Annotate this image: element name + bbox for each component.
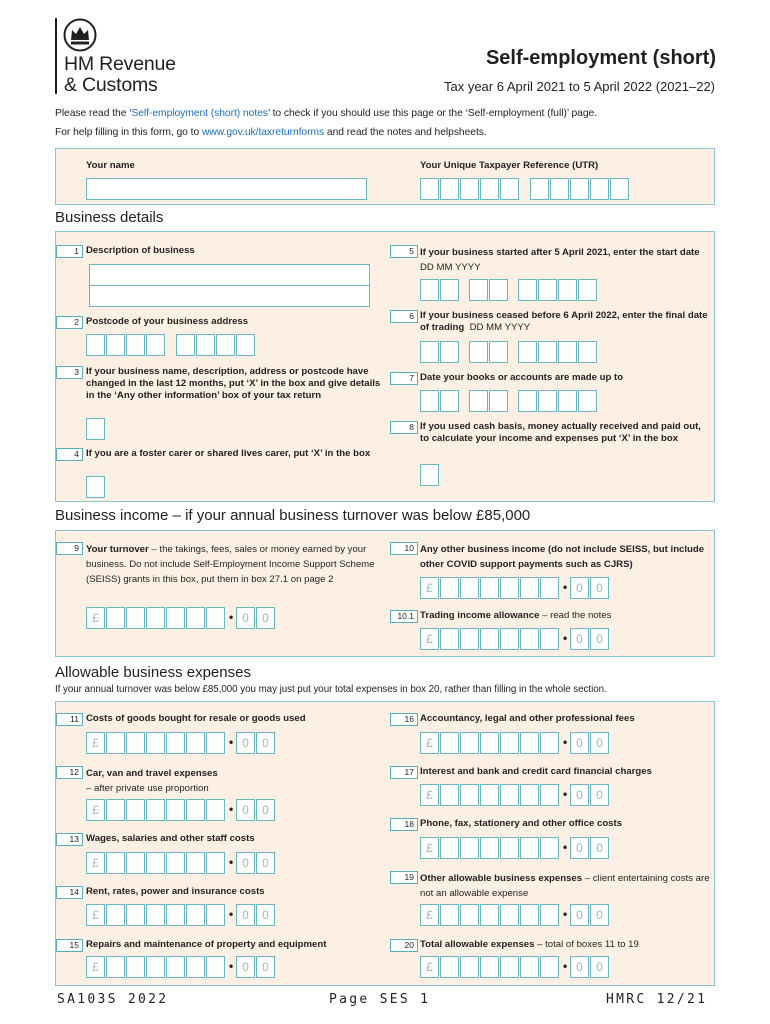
- utr-digit[interactable]: [590, 178, 609, 200]
- amount-digit[interactable]: [146, 799, 165, 821]
- pence-digit[interactable]: 0: [570, 628, 589, 650]
- pence-digit[interactable]: 0: [236, 607, 255, 629]
- decimal-point: •: [229, 907, 234, 921]
- utr-digit[interactable]: [610, 178, 629, 200]
- date-digit[interactable]: [440, 341, 459, 363]
- amount-digit[interactable]: [126, 904, 145, 926]
- amount-digit[interactable]: [146, 607, 165, 629]
- box-9-description: – the takings, fees, sales or money earned by your business. Do not include Self-Employment Income Support Scheme (SEISS) grants in this box, put them in box 27.1 on page 2: [86, 544, 375, 585]
- box-number: 4: [56, 448, 83, 461]
- amount-digit[interactable]: [520, 577, 539, 599]
- amount-digit[interactable]: [440, 956, 459, 978]
- decimal-point: •: [229, 735, 234, 749]
- intro-text: and read the notes and helpsheets.: [324, 127, 487, 138]
- page-number: Page SES 1: [329, 992, 431, 1007]
- date-digit[interactable]: [469, 390, 488, 412]
- intro-line-1: [55, 108, 597, 119]
- box-18-label: Phone, fax, stationery and other office costs: [420, 818, 623, 829]
- amount-digit[interactable]: [146, 732, 165, 754]
- date-digit[interactable]: [578, 341, 597, 363]
- amount-digit[interactable]: [520, 837, 539, 859]
- amount-digit[interactable]: [540, 837, 559, 859]
- amount-digit[interactable]: [540, 732, 559, 754]
- utr-digit[interactable]: [530, 178, 549, 200]
- box-number: 10: [390, 542, 418, 555]
- amount-digit[interactable]: [126, 956, 145, 978]
- date-digit[interactable]: [558, 390, 577, 412]
- box-3-label: If your business name, description, address or postcode have changed in the last 12 months, put ‘X’ in the box and give details in the ‘Any other information’ box of your tax return: [86, 366, 381, 401]
- pence-digit[interactable]: 0: [236, 956, 255, 978]
- business-description-line-2[interactable]: [89, 285, 370, 307]
- utr-digit[interactable]: [500, 178, 519, 200]
- utr-digit[interactable]: [420, 178, 439, 200]
- business-income-panel: [55, 530, 715, 657]
- box-17-label: Interest and bank and credit card financial charges: [420, 766, 652, 777]
- pence-digit[interactable]: 0: [236, 852, 255, 874]
- date-digit[interactable]: [538, 390, 557, 412]
- amount-digit[interactable]: [106, 607, 125, 629]
- date-digit[interactable]: [469, 341, 488, 363]
- postcode-char[interactable]: [126, 334, 145, 356]
- amount-digit[interactable]: [500, 628, 519, 650]
- box-number: 10.1: [390, 610, 418, 623]
- tax-year-subtitle: Tax year 6 April 2021 to 5 April 2022 (2021–22): [443, 79, 715, 94]
- pence-digit[interactable]: 0: [590, 956, 609, 978]
- postcode-char[interactable]: [236, 334, 255, 356]
- box-11-label: Costs of goods bought for resale or goods used: [86, 713, 306, 724]
- box-number: 5: [390, 245, 418, 258]
- decimal-point: •: [563, 959, 568, 973]
- box-5-label: [420, 245, 710, 275]
- amount-digit[interactable]: [540, 628, 559, 650]
- logo-bar: [55, 18, 57, 94]
- amount-digit[interactable]: [166, 852, 185, 874]
- pence-digit[interactable]: 0: [570, 732, 589, 754]
- postcode-char[interactable]: [216, 334, 235, 356]
- amount-digit[interactable]: [106, 799, 125, 821]
- currency-symbol[interactable]: £: [420, 837, 439, 859]
- pence-digit[interactable]: 0: [570, 784, 589, 806]
- date-digit[interactable]: [558, 341, 577, 363]
- crown-crest-icon: [63, 18, 97, 52]
- decimal-point: •: [229, 610, 234, 624]
- date-format-hint: DD MM YYYY: [469, 322, 531, 333]
- box-4-label: If you are a foster carer or shared lives carer, put ‘X’ in the box: [86, 448, 371, 459]
- box-20-title: Total allowable expenses: [420, 939, 535, 950]
- box-19-title: Other allowable business expenses: [420, 873, 583, 884]
- amount-digit[interactable]: [146, 904, 165, 926]
- box-number: 18: [390, 818, 418, 831]
- pence-digit[interactable]: 0: [570, 837, 589, 859]
- gov-uk-link[interactable]: www.gov.uk/taxreturnforms: [201, 127, 325, 138]
- amount-digit[interactable]: [480, 904, 499, 926]
- amount-digit[interactable]: [206, 904, 225, 926]
- date-digit[interactable]: [518, 390, 537, 412]
- box-5-text: If your business started after 5 April 2021, enter the start date: [420, 247, 700, 258]
- date-digit[interactable]: [578, 279, 597, 301]
- box-number: 14: [56, 886, 83, 899]
- pence-digit[interactable]: 0: [590, 732, 609, 754]
- amount-digit[interactable]: [206, 956, 225, 978]
- date-digit[interactable]: [558, 279, 577, 301]
- utr-digit[interactable]: [460, 178, 479, 200]
- amount-digit[interactable]: [540, 784, 559, 806]
- currency-symbol[interactable]: £: [420, 784, 439, 806]
- decimal-point: •: [563, 631, 568, 645]
- pence-digit[interactable]: 0: [570, 904, 589, 926]
- amount-digit[interactable]: [126, 799, 145, 821]
- amount-digit[interactable]: [520, 628, 539, 650]
- currency-symbol[interactable]: £: [86, 852, 105, 874]
- amount-digit[interactable]: [500, 904, 519, 926]
- box-2-label: Postcode of your business address: [86, 316, 249, 327]
- box-number: 13: [56, 833, 83, 846]
- intro-line-2: [55, 127, 487, 138]
- amount-digit[interactable]: [440, 577, 459, 599]
- currency-symbol[interactable]: £: [86, 956, 105, 978]
- form-code: SA103S 2022: [57, 992, 169, 1007]
- amount-digit[interactable]: [500, 837, 519, 859]
- date-digit[interactable]: [518, 279, 537, 301]
- box-13-label: Wages, salaries and other staff costs: [86, 833, 255, 844]
- amount-digit[interactable]: [206, 732, 225, 754]
- decimal-point: •: [563, 580, 568, 594]
- amount-digit[interactable]: [206, 607, 225, 629]
- amount-digit[interactable]: [460, 732, 479, 754]
- amount-digit[interactable]: [106, 732, 125, 754]
- pence-digit[interactable]: 0: [590, 628, 609, 650]
- amount-digit[interactable]: [166, 904, 185, 926]
- amount-digit[interactable]: [520, 732, 539, 754]
- amount-digit[interactable]: [126, 607, 145, 629]
- date-digit[interactable]: [538, 279, 557, 301]
- postcode-char[interactable]: [146, 334, 165, 356]
- name-label: Your name: [86, 160, 135, 171]
- box-19-label: [420, 871, 715, 901]
- decimal-point: •: [563, 840, 568, 854]
- date-digit[interactable]: [440, 279, 459, 301]
- amount-digit[interactable]: [520, 956, 539, 978]
- amount-digit[interactable]: [166, 956, 185, 978]
- box-number: 3: [56, 366, 83, 379]
- amount-digit[interactable]: [500, 732, 519, 754]
- postcode-char[interactable]: [86, 334, 105, 356]
- amount-digit[interactable]: [126, 732, 145, 754]
- postcode-char[interactable]: [106, 334, 125, 356]
- box-12-label: [86, 766, 376, 796]
- utr-digit[interactable]: [480, 178, 499, 200]
- pence-digit[interactable]: 0: [256, 799, 275, 821]
- box-10-1-title: Trading income allowance: [420, 610, 540, 621]
- postcode-char[interactable]: [196, 334, 215, 356]
- box-15-label: Repairs and maintenance of property and equipment: [86, 939, 327, 950]
- pence-digit[interactable]: 0: [236, 799, 255, 821]
- pence-digit[interactable]: 0: [590, 837, 609, 859]
- business-description-line-1[interactable]: [89, 264, 370, 286]
- utr-label: Your Unique Taxpayer Reference (UTR): [420, 160, 599, 171]
- amount-digit[interactable]: [186, 904, 205, 926]
- notes-link[interactable]: Self-employment (short) notes: [131, 108, 268, 119]
- box-6-label: [420, 310, 715, 334]
- foster-carer-checkbox[interactable]: [86, 476, 105, 498]
- decimal-point: •: [563, 735, 568, 749]
- box-14-label: Rent, rates, power and insurance costs: [86, 886, 265, 897]
- amount-digit[interactable]: [480, 732, 499, 754]
- amount-digit[interactable]: [460, 784, 479, 806]
- currency-symbol[interactable]: £: [420, 732, 439, 754]
- box-19-description: – client entertaining costs are not an allowable expense: [420, 873, 710, 899]
- currency-symbol[interactable]: £: [86, 799, 105, 821]
- amount-digit[interactable]: [540, 904, 559, 926]
- pence-digit[interactable]: 0: [256, 852, 275, 874]
- box-20-description: – total of boxes 11 to 19: [534, 939, 639, 950]
- amount-digit[interactable]: [166, 799, 185, 821]
- box-number: 8: [390, 421, 418, 434]
- currency-symbol[interactable]: £: [86, 607, 105, 629]
- pence-digit[interactable]: 0: [570, 577, 589, 599]
- box-8-label: If you used cash basis, money actually received and paid out, to calculate your income and expenses put ‘X’ in the box: [420, 421, 701, 444]
- hmrc-logo-text: [64, 54, 176, 96]
- box-number: 17: [390, 766, 418, 779]
- decimal-point: •: [229, 855, 234, 869]
- date-digit[interactable]: [489, 390, 508, 412]
- amount-digit[interactable]: [166, 607, 185, 629]
- date-digit[interactable]: [489, 341, 508, 363]
- decimal-point: •: [563, 907, 568, 921]
- box-16-label: Accountancy, legal and other professional fees: [420, 713, 635, 724]
- amount-digit[interactable]: [440, 837, 459, 859]
- utr-digit[interactable]: [550, 178, 569, 200]
- intro-text: Please read the ‘: [55, 108, 132, 119]
- amount-digit[interactable]: [460, 577, 479, 599]
- business-details-heading: Business details: [55, 209, 164, 226]
- utr-digit[interactable]: [440, 178, 459, 200]
- currency-symbol[interactable]: £: [420, 577, 439, 599]
- currency-symbol[interactable]: £: [420, 956, 439, 978]
- box-10-1-description: – read the notes: [539, 610, 612, 621]
- amount-digit[interactable]: [540, 956, 559, 978]
- currency-symbol[interactable]: £: [420, 628, 439, 650]
- amount-digit[interactable]: [480, 577, 499, 599]
- box-number: 9: [56, 542, 83, 555]
- date-digit[interactable]: [489, 279, 508, 301]
- amount-digit[interactable]: [186, 799, 205, 821]
- date-digit[interactable]: [518, 341, 537, 363]
- amount-digit[interactable]: [520, 784, 539, 806]
- intro-text: ’ to check if you should use this page or the ‘Self-employment (full)’ page.: [267, 108, 598, 119]
- box-number: 15: [56, 939, 83, 952]
- amount-digit[interactable]: [106, 956, 125, 978]
- amount-digit[interactable]: [186, 956, 205, 978]
- amount-digit[interactable]: [480, 956, 499, 978]
- amount-digit[interactable]: [460, 628, 479, 650]
- name-input[interactable]: [86, 178, 367, 200]
- amount-digit[interactable]: [460, 837, 479, 859]
- box-9-title: Your turnover: [86, 544, 149, 555]
- business-income-heading: Business income – if your annual business turnover was below £85,000: [55, 507, 531, 524]
- business-details-panel: [55, 231, 715, 502]
- amount-digit[interactable]: [540, 577, 559, 599]
- box-12-description: – after private use proportion: [86, 783, 209, 794]
- box-20-label: [420, 939, 710, 951]
- expenses-note: If your annual turnover was below £85,000 you may just put your total expenses in box 20, rather than filling in the whole section.: [55, 684, 607, 695]
- cash-basis-checkbox[interactable]: [420, 464, 439, 486]
- postcode-char[interactable]: [176, 334, 195, 356]
- date-digit[interactable]: [420, 390, 439, 412]
- box-10-1-label: [420, 610, 710, 622]
- expenses-panel: [55, 701, 715, 986]
- personal-details-panel: [55, 148, 715, 205]
- date-digit[interactable]: [578, 390, 597, 412]
- amount-digit[interactable]: [440, 784, 459, 806]
- brand-line-2: & Customs: [64, 74, 158, 96]
- box-number: 19: [390, 871, 418, 884]
- amount-digit[interactable]: [460, 956, 479, 978]
- box-number: 11: [56, 713, 83, 726]
- amount-digit[interactable]: [500, 956, 519, 978]
- utr-digit[interactable]: [570, 178, 589, 200]
- box-number: 12: [56, 766, 83, 779]
- details-changed-checkbox[interactable]: [86, 418, 105, 440]
- pence-digit[interactable]: 0: [590, 784, 609, 806]
- pence-digit[interactable]: 0: [590, 904, 609, 926]
- box-number: 20: [390, 939, 418, 952]
- hmrc-version: HMRC 12/21: [606, 992, 708, 1007]
- box-9-label: [86, 542, 376, 587]
- amount-digit[interactable]: [186, 732, 205, 754]
- box-number: 2: [56, 316, 83, 329]
- amount-digit[interactable]: [500, 577, 519, 599]
- box-number: 16: [390, 713, 418, 726]
- amount-digit[interactable]: [480, 628, 499, 650]
- box-6-text: If your business ceased before 6 April 2022, enter the final date of trading: [420, 310, 708, 333]
- decimal-point: •: [229, 802, 234, 816]
- currency-symbol[interactable]: £: [86, 732, 105, 754]
- amount-digit[interactable]: [440, 628, 459, 650]
- pence-digit[interactable]: 0: [236, 732, 255, 754]
- date-digit[interactable]: [469, 279, 488, 301]
- box-number: 6: [390, 310, 418, 323]
- amount-digit[interactable]: [206, 799, 225, 821]
- box-number: 7: [390, 372, 418, 385]
- amount-digit[interactable]: [186, 852, 205, 874]
- brand-line-1: HM Revenue: [64, 53, 176, 75]
- pence-digit[interactable]: 0: [256, 956, 275, 978]
- box-1-label: Description of business: [86, 245, 195, 256]
- date-digit[interactable]: [420, 279, 439, 301]
- amount-digit[interactable]: [146, 956, 165, 978]
- pence-digit[interactable]: 0: [256, 904, 275, 926]
- decimal-point: •: [563, 787, 568, 801]
- amount-digit[interactable]: [106, 852, 125, 874]
- expenses-heading: Allowable business expenses: [55, 664, 251, 681]
- amount-digit[interactable]: [126, 852, 145, 874]
- box-12-title: Car, van and travel expenses: [86, 768, 218, 779]
- pence-digit[interactable]: 0: [570, 956, 589, 978]
- date-digit[interactable]: [420, 341, 439, 363]
- intro-text: For help filling in this form, go to: [55, 127, 202, 138]
- amount-digit[interactable]: [166, 732, 185, 754]
- currency-symbol[interactable]: £: [420, 904, 439, 926]
- decimal-point: •: [229, 959, 234, 973]
- date-format-hint: DD MM YYYY: [420, 262, 481, 273]
- amount-digit[interactable]: [520, 904, 539, 926]
- amount-digit[interactable]: [460, 904, 479, 926]
- pence-digit[interactable]: 0: [590, 577, 609, 599]
- amount-digit[interactable]: [106, 904, 125, 926]
- box-10-label: Any other business income (do not include SEISS, but include other COVID support payments such as CJRS): [420, 544, 705, 570]
- amount-digit[interactable]: [500, 784, 519, 806]
- pence-digit[interactable]: 0: [236, 904, 255, 926]
- pence-digit[interactable]: 0: [256, 732, 275, 754]
- amount-digit[interactable]: [480, 784, 499, 806]
- date-digit[interactable]: [538, 341, 557, 363]
- box-7-label: Date your books or accounts are made up to: [420, 372, 624, 383]
- box-number: 1: [56, 245, 83, 258]
- amount-digit[interactable]: [440, 732, 459, 754]
- amount-digit[interactable]: [146, 852, 165, 874]
- amount-digit[interactable]: [206, 852, 225, 874]
- page-title: Self-employment (short): [485, 47, 716, 69]
- currency-symbol[interactable]: £: [86, 904, 105, 926]
- amount-digit[interactable]: [440, 904, 459, 926]
- pence-digit[interactable]: 0: [256, 607, 275, 629]
- amount-digit[interactable]: [480, 837, 499, 859]
- date-digit[interactable]: [440, 390, 459, 412]
- amount-digit[interactable]: [186, 607, 205, 629]
